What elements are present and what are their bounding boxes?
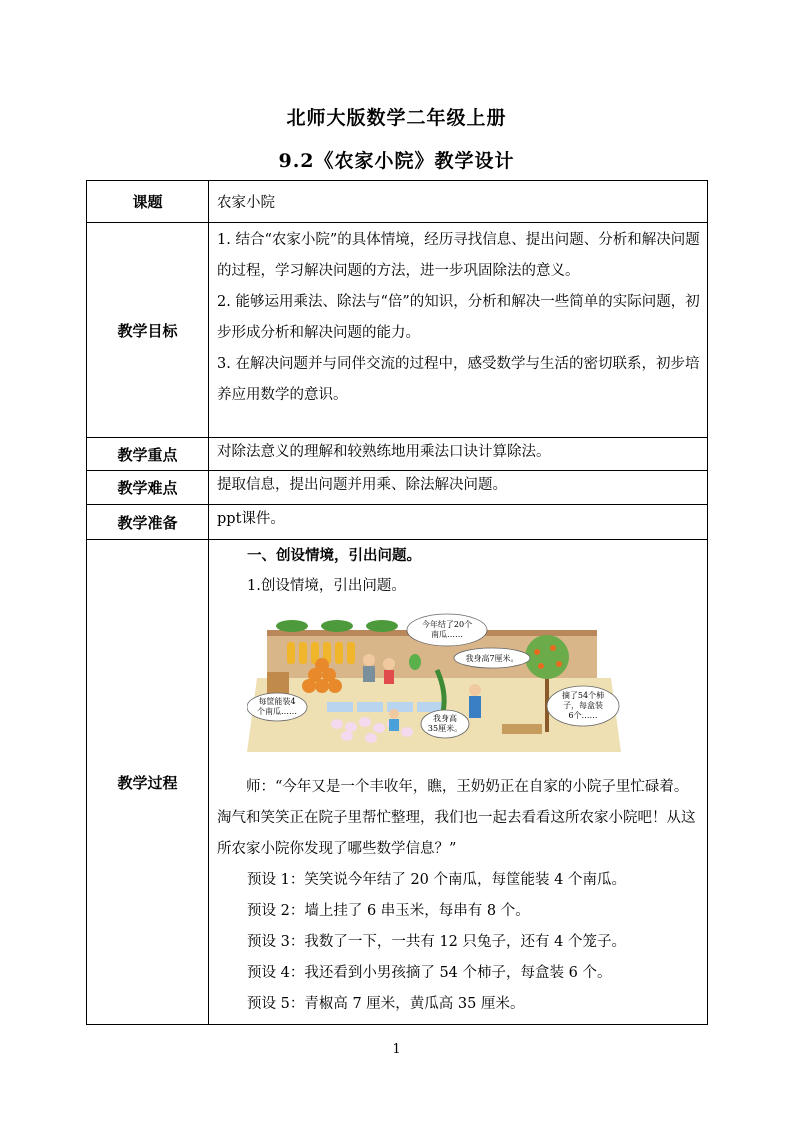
page-number: 1 (392, 1042, 401, 1057)
label-topic: 课题 (87, 181, 209, 223)
document-title: 北师大版数学二年级上册 (286, 107, 507, 129)
label-difficulties: 教学难点 (87, 471, 209, 505)
label-key-points: 教学重点 (87, 438, 209, 471)
row-preparation (87, 505, 708, 540)
grandma-figure (363, 654, 375, 682)
farmyard-illustration (247, 612, 621, 752)
row-goals (87, 223, 708, 438)
persimmon-boxes (502, 724, 542, 734)
green-pepper (409, 654, 421, 670)
boy-figure (469, 684, 481, 718)
bubble-persimmon-text-2: 子，每盒装 (563, 701, 603, 710)
goal-item-2: 2. 能够运用乘法、除法与“倍”的知识，分析和解决一些简单的实际问题，初步形成分析和解决问题的能力。 (217, 294, 700, 341)
value-goals (209, 223, 708, 438)
girl-figure (383, 658, 395, 684)
lesson-title: 9.2《农家小院》教学设计 (278, 150, 515, 172)
label-preparation: 教学准备 (87, 505, 209, 540)
bubble-pepper-text: 我身高7厘米。 (465, 654, 519, 663)
value-key-points: 对除法意义的理解和较熟练地用乘法口诀计算除法。 (209, 438, 708, 471)
row-key-points (87, 438, 708, 471)
row-process (87, 540, 708, 1025)
bubble-persimmon-text-1: 摘了54个柿 (561, 691, 605, 700)
bubble-cucumber-text-2: 35厘米。 (427, 724, 463, 733)
bubble-pumpkins-text-2: 南瓜…… (431, 630, 463, 639)
preset-2: 预设 2：墙上挂了 6 串玉米，每串有 8 个。 (247, 903, 530, 919)
goal-item-1: 1. 结合“农家小院”的具体情境，经历寻找信息、提出问题、分析和解决问题的过程，学习解决问题的方法，进一步巩固除法的意义。 (217, 232, 700, 279)
preset-4: 预设 4：我还看到小男孩摘了 54 个柿子，每盒装 6 个。 (247, 965, 612, 981)
bubble-basket-text-1: 每筐能装4 (258, 697, 296, 706)
value-preparation: ppt课件。 (209, 505, 708, 540)
label-goals: 教学目标 (87, 223, 209, 438)
step-heading: 1.创设情境，引出问题。 (247, 578, 406, 594)
goal-item-3: 3. 在解决问题并与同伴交流的过程中，感受数学与生活的密切联系，初步培养应用数学的意识。 (217, 356, 700, 403)
row-difficulties (87, 471, 708, 505)
child-with-rabbits (389, 709, 399, 731)
row-topic (87, 181, 708, 223)
bubble-basket-text-2: 个南瓜…… (257, 707, 297, 716)
section-heading: 一、创设情境，引出问题。 (247, 547, 421, 564)
bubble-pumpkins-text-1: 今年结了20个 (421, 620, 473, 629)
teacher-speech: 师：“今年又是一个丰收年，瞧，王奶奶正在自家的小院子里忙碌着。淘气和笑笑正在院子里帮忙整理，我们也一起去看看这所农家小院吧！从这所农家小院你发现了哪些数学信息？” (217, 779, 696, 857)
bubble-cucumber-text-1: 我身高 (433, 714, 457, 723)
lesson-plan-table (86, 180, 708, 1025)
preset-5: 预设 5：青椒高 7 厘米，黄瓜高 35 厘米。 (247, 996, 525, 1012)
preset-3: 预设 3：我数了一下，一共有 12 只兔子，还有 4 个笼子。 (247, 934, 626, 950)
value-process (209, 540, 708, 1025)
value-difficulties: 提取信息，提出问题并用乘、除法解决问题。 (209, 471, 708, 505)
label-process: 教学过程 (87, 540, 209, 1025)
preset-1: 预设 1：笑笑说今年结了 20 个南瓜，每筐能装 4 个南瓜。 (247, 872, 626, 888)
value-topic: 农家小院 (209, 181, 708, 223)
bubble-persimmon-text-3: 6个…… (568, 711, 598, 720)
